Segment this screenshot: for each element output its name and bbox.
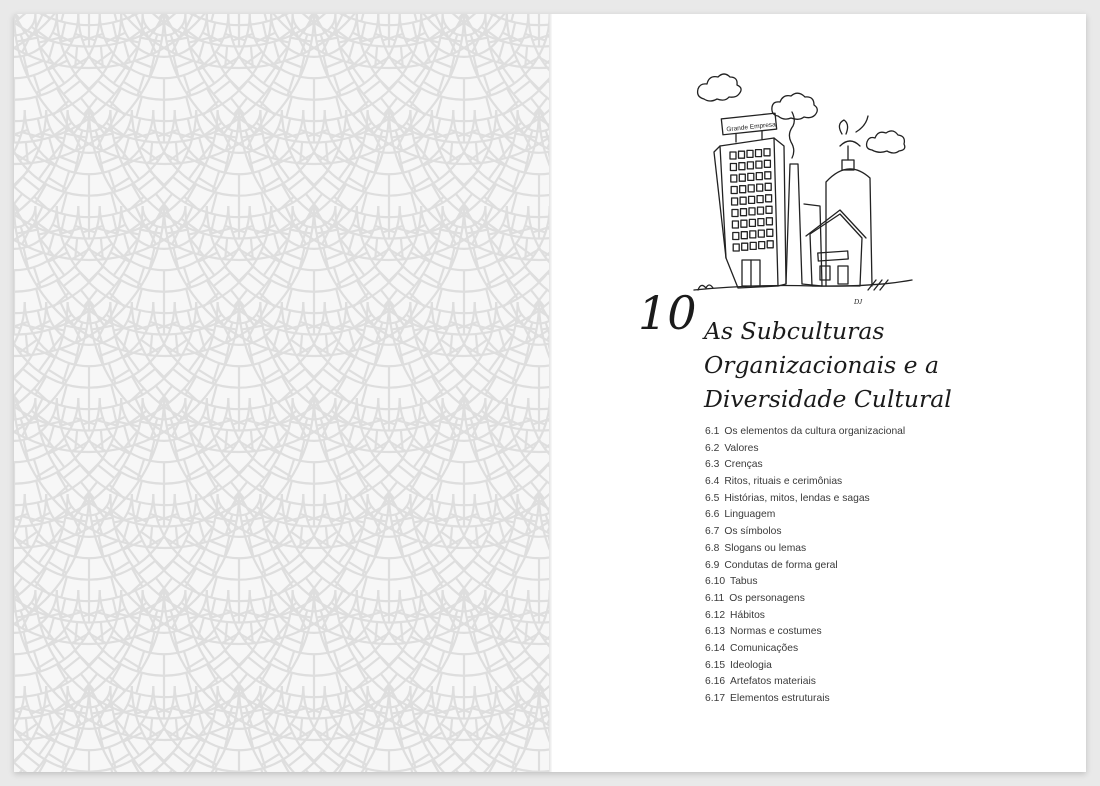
city-buildings-illustration	[680, 54, 920, 314]
artist-signature: DJ	[854, 298, 863, 306]
chapter-title	[704, 314, 1064, 416]
toc-item-label: Os elementos da cultura organizacional	[724, 426, 906, 437]
toc-item-label: Linguagem	[724, 509, 776, 521]
toc-item-label: Valores	[724, 442, 759, 454]
toc-item-number: 6.10	[705, 576, 726, 588]
dome-building	[826, 169, 872, 286]
toc-item-number: 6.8	[705, 542, 720, 554]
toc-item	[705, 457, 905, 474]
toc-item	[705, 674, 905, 691]
book-spread	[14, 14, 1086, 772]
chapter-title-line: Diversidade Cultural	[704, 385, 952, 413]
toc-item-number: 6.4	[705, 476, 720, 488]
toc-item	[705, 424, 905, 441]
toc-item	[705, 574, 905, 591]
toc-item-number: 6.2	[705, 442, 720, 454]
toc-item-label: Normas e costumes	[730, 626, 822, 638]
toc-item-number: 6.11	[705, 592, 725, 604]
toc-item-number: 6.14	[705, 642, 726, 654]
chapter-title-line: Organizacionais e a	[704, 351, 939, 379]
toc-item-label: Elementos estruturais	[730, 693, 830, 704]
toc-item-number: 6.1	[705, 426, 720, 437]
toc-item-number: 6.15	[705, 659, 726, 671]
toc-item-number: 6.16	[705, 676, 726, 688]
toc-item-label: Ritos, rituais e cerimônias	[724, 476, 843, 488]
cloud-icon	[772, 93, 817, 119]
left-page-cobblestone-pattern	[14, 14, 550, 772]
toc-item-label: Os símbolos	[724, 526, 782, 538]
toc-item-label: Comunicações	[730, 642, 799, 654]
toc-item	[705, 641, 905, 658]
toc-item-label: Slogans ou lemas	[724, 542, 807, 554]
right-page	[552, 14, 1086, 772]
toc-item	[705, 624, 905, 641]
toc-item-label: Ideologia	[730, 659, 772, 671]
toc-item	[705, 507, 905, 524]
toc-item-number: 6.6	[705, 509, 720, 521]
toc-item-number: 6.7	[705, 526, 720, 538]
toc-item-number: 6.17	[705, 693, 726, 704]
chapter-title-line: As Subculturas	[704, 317, 885, 345]
toc-item-number: 6.12	[705, 609, 726, 621]
tower-windows	[730, 149, 773, 251]
toc-item-label: Os personagens	[729, 592, 805, 604]
toc-item	[705, 591, 905, 608]
company-sign-text: Grande Empresa	[726, 121, 777, 134]
toc-item-label: Artefatos materiais	[730, 676, 816, 688]
toc-item	[705, 558, 905, 575]
toc-item-label: Tabus	[730, 576, 758, 588]
cloud-icon	[867, 131, 905, 153]
toc-item	[705, 691, 905, 708]
cobblestone-pattern	[14, 14, 550, 772]
toc-item	[705, 441, 905, 458]
toc-item	[705, 608, 905, 625]
toc-item-label: Hábitos	[730, 609, 765, 621]
cloud-icon	[698, 74, 741, 101]
toc-item-number: 6.3	[705, 459, 720, 471]
table-of-contents	[705, 424, 905, 708]
toc-item-label: Histórias, mitos, lendas e sagas	[724, 492, 870, 504]
chapter-number: 10	[638, 286, 697, 340]
toc-item	[705, 491, 905, 508]
toc-item-label: Crenças	[724, 459, 763, 471]
toc-item	[705, 658, 905, 675]
toc-item-label: Condutas de forma geral	[724, 559, 838, 571]
toc-item	[705, 524, 905, 541]
toc-item-number: 6.9	[705, 559, 720, 571]
toc-item-number: 6.5	[705, 492, 720, 504]
toc-item-number: 6.13	[705, 626, 726, 638]
toc-item	[705, 541, 905, 558]
toc-item	[705, 474, 905, 491]
